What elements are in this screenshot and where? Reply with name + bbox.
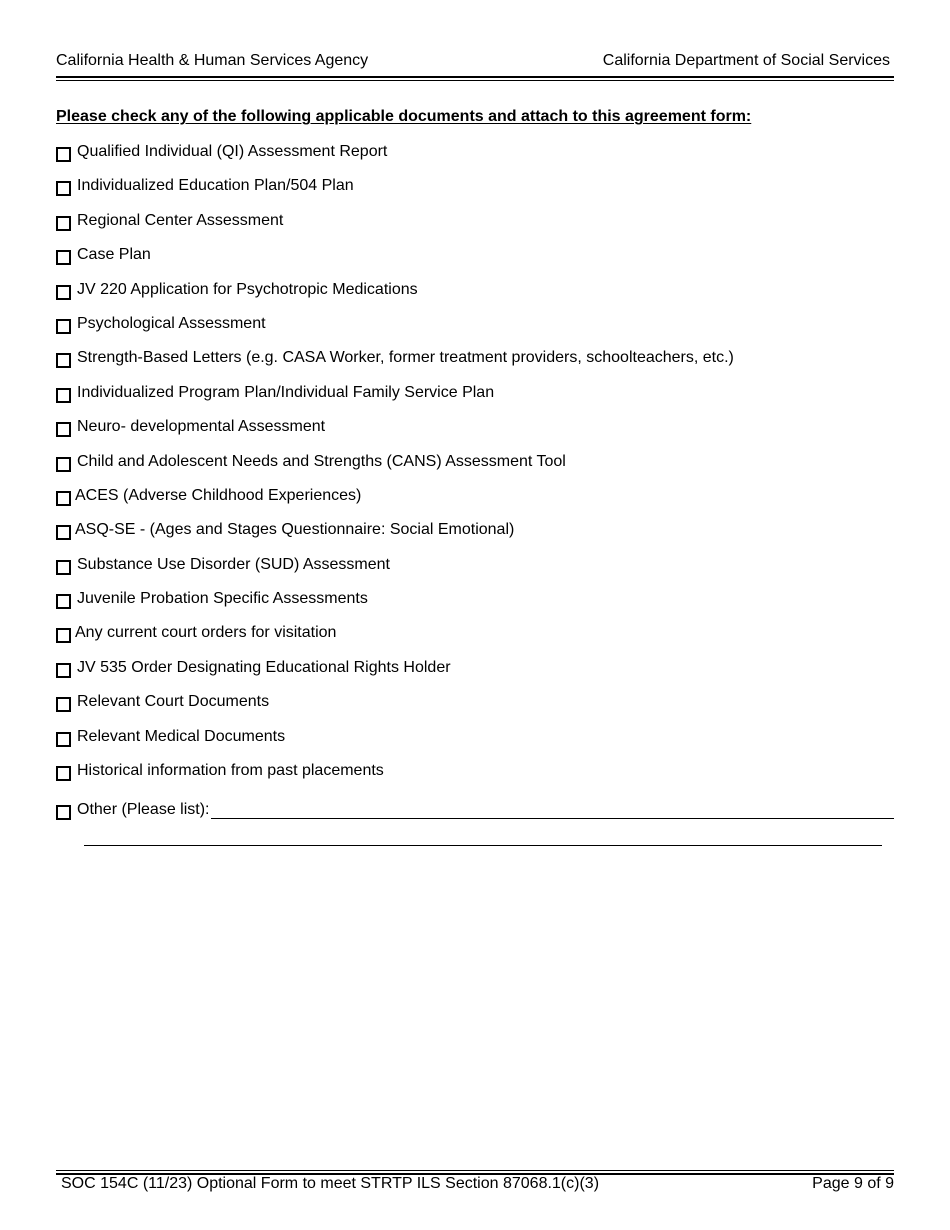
- document-item: [56, 246, 896, 280]
- document-item: [56, 349, 896, 383]
- document-label: JV 535 Order Designating Educational Rights Holder: [77, 658, 451, 676]
- document-checkbox[interactable]: [56, 732, 71, 747]
- document-checkbox[interactable]: [56, 628, 71, 643]
- document-label: Strength-Based Letters (e.g. CASA Worker, former treatment providers, schoolteachers, etc.): [77, 349, 734, 367]
- other-documents-row: [56, 801, 894, 823]
- document-item: [56, 281, 896, 315]
- document-item: [56, 453, 896, 487]
- document-item: [56, 315, 896, 349]
- header-rule-top: [56, 76, 894, 78]
- document-label: Substance Use Disorder (SUD) Assessment: [77, 555, 390, 573]
- document-label: Any current court orders for visitation: [75, 624, 337, 642]
- document-item: [56, 590, 896, 624]
- document-label: Relevant Court Documents: [77, 693, 270, 711]
- page-header: [56, 52, 894, 72]
- document-item: [56, 693, 896, 727]
- document-label: ASQ-SE - (Ages and Stages Questionnaire: Social Emotional): [75, 521, 515, 539]
- document-checkbox[interactable]: [56, 250, 71, 265]
- document-checklist: [56, 143, 896, 796]
- document-label: ACES (Adverse Childhood Experiences): [75, 486, 362, 504]
- document-label: Individualized Education Plan/504 Plan: [77, 177, 354, 195]
- footer-rule-top: [56, 1170, 894, 1171]
- document-checkbox[interactable]: [56, 663, 71, 678]
- document-label: Qualified Individual (QI) Assessment Report: [77, 143, 388, 160]
- document-checkbox[interactable]: [56, 766, 71, 781]
- page-number: Page 9 of 9: [812, 1175, 894, 1192]
- document-checkbox[interactable]: [56, 285, 71, 300]
- document-item: [56, 659, 896, 693]
- document-item: [56, 418, 896, 452]
- other-label: Other (Please list):: [77, 801, 210, 818]
- document-label: Individualized Program Plan/Individual Family Service Plan: [77, 383, 495, 401]
- document-item: [56, 384, 896, 418]
- document-label: Historical information from past placements: [77, 762, 384, 780]
- document-checkbox[interactable]: [56, 457, 71, 472]
- document-item: [56, 762, 896, 796]
- document-item: [56, 521, 896, 555]
- document-item: [56, 728, 896, 762]
- document-checkbox[interactable]: [56, 697, 71, 712]
- document-label: Regional Center Assessment: [77, 211, 284, 229]
- document-item: [56, 624, 896, 658]
- document-item: [56, 177, 896, 211]
- page-footer: [56, 1175, 894, 1195]
- document-checkbox[interactable]: [56, 388, 71, 403]
- document-label: Case Plan: [77, 246, 151, 264]
- document-checkbox[interactable]: [56, 525, 71, 540]
- document-checkbox[interactable]: [56, 594, 71, 609]
- other-input-line-2[interactable]: [84, 845, 882, 846]
- document-label: Psychological Assessment: [77, 314, 266, 332]
- form-identifier: SOC 154C (11/23) Optional Form to meet STRTP ILS Section 87068.1(c)(3): [61, 1175, 600, 1192]
- document-checkbox[interactable]: [56, 491, 71, 506]
- document-label: Juvenile Probation Specific Assessments: [77, 590, 368, 608]
- document-item: [56, 212, 896, 246]
- document-checkbox[interactable]: [56, 560, 71, 575]
- document-item: [56, 487, 896, 521]
- document-item: [56, 143, 896, 177]
- other-checkbox[interactable]: [56, 805, 71, 820]
- document-label: JV 220 Application for Psychotropic Medications: [77, 280, 418, 298]
- document-checkbox[interactable]: [56, 147, 71, 162]
- document-label: Neuro- developmental Assessment: [77, 418, 326, 436]
- document-item: [56, 556, 896, 590]
- other-input-line[interactable]: [211, 801, 894, 819]
- document-checkbox[interactable]: [56, 353, 71, 368]
- header-rule-bottom: [56, 80, 894, 81]
- agency-name: California Health & Human Services Agency: [56, 52, 369, 69]
- document-label: Relevant Medical Documents: [77, 727, 286, 745]
- instructions-heading: Please check any of the following applicable documents and attach to this agreement form:: [56, 108, 752, 125]
- document-checkbox[interactable]: [56, 422, 71, 437]
- department-name: California Department of Social Services: [602, 52, 890, 69]
- document-checkbox[interactable]: [56, 181, 71, 196]
- document-checkbox[interactable]: [56, 319, 71, 334]
- document-checkbox[interactable]: [56, 216, 71, 231]
- document-label: Child and Adolescent Needs and Strengths (CANS) Assessment Tool: [77, 452, 566, 470]
